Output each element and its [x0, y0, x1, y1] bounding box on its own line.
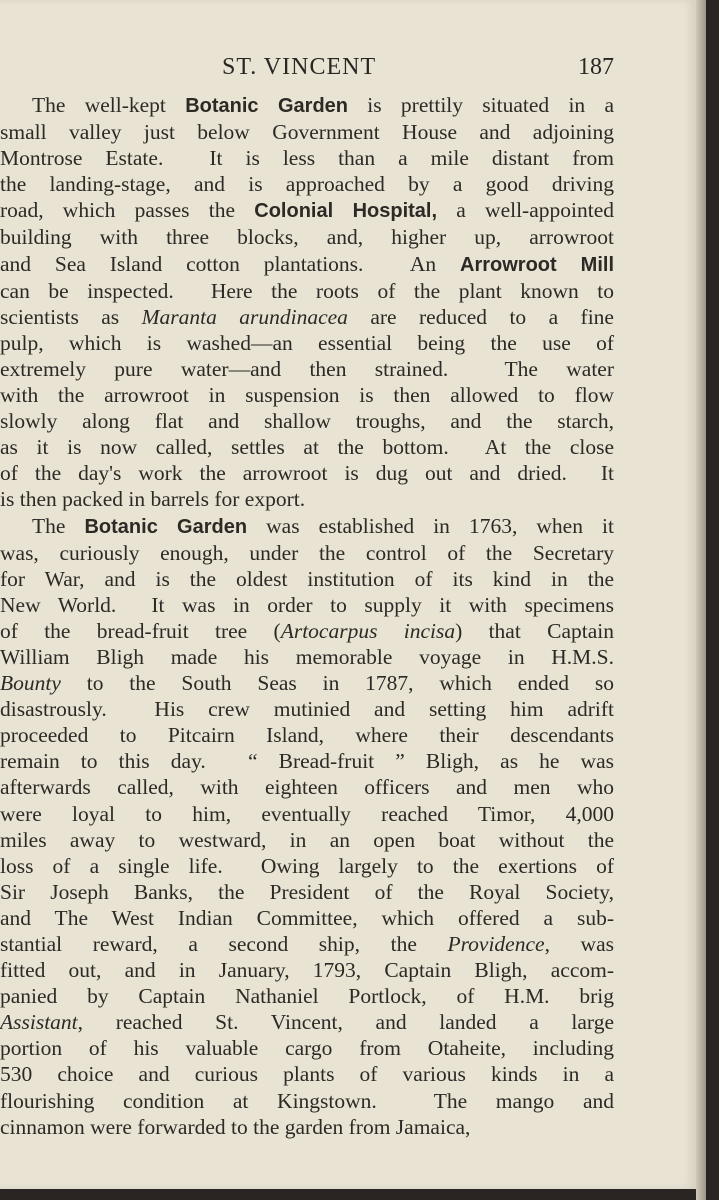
text-segment: pulp, which is washed—an essential being the use of	[0, 330, 614, 355]
text-segment: is then packed in barrels for export.	[0, 487, 306, 512]
text-line	[0, 592, 614, 618]
text-segment: a well-appointed	[437, 198, 614, 223]
text-segment: road, which passes the	[0, 198, 255, 223]
text-line	[0, 460, 614, 486]
page-edge	[696, 0, 706, 1200]
text-segment: the landing-stage, and is approached by a good driving	[0, 172, 614, 197]
text-segment: small valley just below Government House and adjoining	[0, 120, 614, 145]
text-line	[0, 486, 614, 512]
text-line	[0, 827, 614, 853]
text-segment: remain to this day. “ Bread-fruit ” Bligh, as he was	[0, 749, 614, 774]
text-segment: Arrowroot Mill	[460, 253, 615, 276]
page-number: 187	[578, 54, 614, 80]
text-line	[0, 801, 614, 827]
text-line	[0, 304, 614, 330]
text-segment: as it is now called, settles at the bottom. At the close	[0, 435, 614, 460]
text-line	[0, 722, 614, 748]
body-text	[0, 92, 614, 1140]
text-segment: New World. It was in order to supply it with specimens	[0, 592, 614, 617]
text-segment: , was	[544, 932, 614, 956]
running-head	[0, 54, 640, 84]
text-segment: and The West Indian Committee, which offered a sub-	[0, 905, 614, 930]
text-segment: extremely pure water—and then strained. The water	[0, 356, 614, 381]
text-line	[0, 931, 614, 957]
text-segment: loss of a single life. Owing largely to the exertions of	[0, 853, 614, 878]
text-segment: of the day's work the arrowroot is dug out and dried. It	[0, 461, 614, 486]
text-segment: miles away to westward, in an open boat without the	[0, 827, 614, 852]
text-segment: was, curiously enough, under the control of the Secretary	[0, 540, 614, 565]
text-line	[0, 513, 614, 540]
text-segment: to the South Seas in 1787, which ended so	[60, 671, 614, 696]
text-segment: with the arrowroot in suspension is then allowed to flow	[0, 383, 614, 408]
text-segment: Sir Joseph Banks, the President of the Royal Society,	[0, 879, 614, 904]
text-line	[0, 566, 614, 592]
text-line	[0, 382, 614, 408]
text-line	[0, 171, 614, 197]
text-segment: Bounty	[0, 671, 61, 696]
text-segment: were loyal to him, eventually reached Timor, 4,000	[0, 801, 614, 826]
text-line	[0, 1009, 614, 1035]
text-segment: is prettily situated in a	[348, 93, 614, 117]
text-segment: Maranta arundinacea	[141, 304, 348, 329]
text-segment: afterwards called, with eighteen officers and men who	[0, 775, 614, 800]
text-segment: portion of his valuable cargo from Otaheite, including	[0, 1036, 614, 1061]
text-segment: flourishing condition at Kingstown. The mango and	[0, 1088, 614, 1113]
text-line	[0, 540, 614, 566]
text-line	[0, 119, 614, 145]
text-segment: scientists as	[0, 304, 142, 329]
text-line	[0, 1114, 614, 1140]
text-line	[0, 356, 614, 382]
text-line	[0, 905, 614, 931]
text-segment: The well-kept	[32, 93, 186, 117]
text-segment: can be inspected. Here the roots of the plant known to	[0, 278, 614, 303]
text-line	[0, 145, 614, 171]
text-segment: for War, and is the oldest institution of its kind in the	[0, 566, 614, 591]
text-line	[0, 92, 614, 119]
text-segment: are reduced to a fine	[347, 304, 614, 329]
text-segment: Montrose Estate. It is less than a mile distant from	[0, 146, 614, 171]
text-segment: Artocarpus incisa	[280, 618, 456, 643]
text-line	[0, 251, 614, 278]
text-line	[0, 983, 614, 1009]
text-segment: Botanic Garden	[185, 95, 349, 117]
text-line	[0, 197, 614, 224]
text-line	[0, 434, 614, 460]
text-line	[0, 670, 614, 696]
text-line	[0, 408, 614, 434]
running-head-title: ST. VINCENT	[222, 54, 377, 80]
text-line	[0, 1035, 614, 1061]
text-line	[0, 330, 614, 356]
text-line	[0, 853, 614, 879]
text-segment: slowly along flat and shallow troughs, and the starch,	[0, 409, 614, 434]
text-segment: and Sea Island cotton plantations. An	[0, 251, 460, 276]
text-segment: fitted out, and in January, 1793, Captain Bligh, accom-	[0, 958, 614, 983]
text-segment: Botanic Garden	[84, 515, 248, 538]
text-line	[0, 278, 614, 304]
text-line	[0, 644, 614, 670]
text-segment: 530 choice and curious plants of various kinds in a	[0, 1062, 614, 1087]
text-line	[0, 618, 614, 644]
text-line	[0, 957, 614, 983]
text-segment: disastrously. His crew mutinied and setting him adrift	[0, 697, 614, 722]
text-line	[0, 774, 614, 800]
text-segment: ) that Captain	[455, 618, 615, 643]
text-segment: stantial reward, a second ship, the	[0, 932, 448, 956]
text-segment: Assistant	[0, 1010, 78, 1035]
text-line	[0, 1061, 614, 1087]
text-segment: proceeded to Pitcairn Island, where their descendants	[0, 723, 614, 748]
text-line	[0, 879, 614, 905]
text-segment: cinnamon were forwarded to the garden from Jamaica,	[0, 1114, 471, 1139]
text-segment: William Bligh made his memorable voyage in H.M.S.	[0, 644, 614, 669]
text-segment: Colonial Hospital,	[254, 200, 438, 223]
text-segment: The	[32, 513, 85, 538]
text-line	[0, 224, 614, 250]
text-segment: Providence	[447, 932, 545, 956]
text-segment: building with three blocks, and, higher up, arrowroot	[0, 225, 614, 250]
text-line	[0, 1088, 614, 1114]
text-segment: , reached St. Vincent, and landed a large	[77, 1010, 614, 1035]
text-segment: was established in 1763, when it	[247, 513, 614, 538]
text-segment: panied by Captain Nathaniel Portlock, of H.M. brig	[0, 984, 614, 1009]
text-line	[0, 696, 614, 722]
text-line	[0, 748, 614, 774]
text-segment: of the bread-fruit tree (	[0, 618, 281, 643]
